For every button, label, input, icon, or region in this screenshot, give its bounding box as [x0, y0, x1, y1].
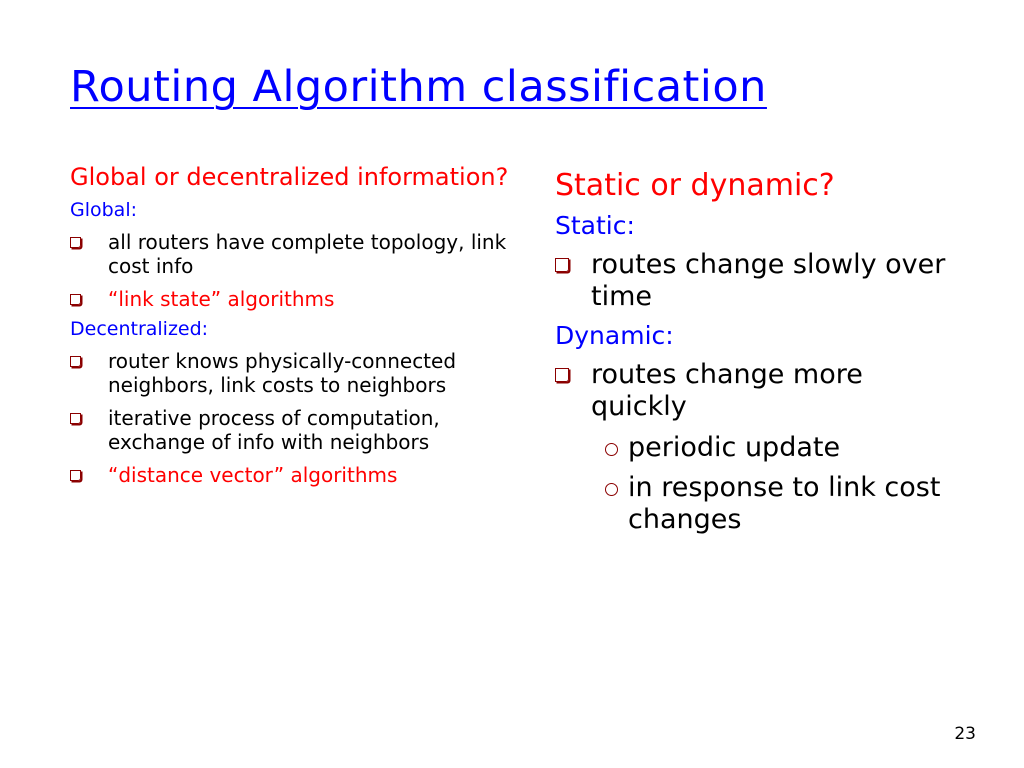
- bullet-text: router knows physically-connected neighbors, link costs to neighbors: [108, 348, 457, 397]
- sub-list-item: [605, 432, 955, 464]
- square-bullet-icon: [70, 470, 81, 481]
- bullet-text: routes change more quickly: [591, 358, 863, 423]
- left-heading: Global or decentralized information?: [70, 163, 509, 191]
- list-item: [555, 359, 955, 424]
- square-bullet-icon: [70, 294, 81, 305]
- list-item: [70, 287, 510, 311]
- slide-title: Routing Algorithm classification: [70, 62, 767, 112]
- square-bullet-icon: [555, 258, 569, 272]
- list-item: [70, 230, 510, 278]
- sub-bullet-text: in response to link cost changes: [628, 471, 941, 536]
- static-label: Static:: [555, 211, 635, 240]
- global-label: Global:: [70, 198, 138, 221]
- sub-bullet-text: periodic update: [628, 431, 841, 463]
- list-item: [70, 349, 510, 397]
- decentralized-label: Decentralized:: [70, 317, 209, 340]
- bullet-text: “distance vector” algorithms: [108, 462, 398, 487]
- left-column: [70, 163, 510, 487]
- square-bullet-icon: [70, 413, 81, 424]
- square-bullet-icon: [555, 368, 569, 382]
- right-heading: Static or dynamic?: [555, 168, 835, 203]
- bullet-text: iterative process of computation, exchange of info with neighbors: [108, 405, 440, 454]
- list-item: [555, 249, 955, 314]
- list-item: [70, 463, 510, 487]
- dynamic-label: Dynamic:: [555, 320, 674, 350]
- square-bullet-icon: [70, 237, 81, 248]
- circle-bullet-icon: [605, 483, 618, 496]
- right-column: [555, 168, 955, 537]
- circle-bullet-icon: [605, 443, 618, 456]
- square-bullet-icon: [70, 356, 81, 367]
- bullet-text: “link state” algorithms: [108, 286, 335, 311]
- list-item: [70, 406, 510, 454]
- bullet-text: all routers have complete topology, link cost info: [108, 229, 507, 278]
- bullet-text: routes change slowly over time: [591, 249, 946, 313]
- sub-list-item: [605, 472, 955, 537]
- page-number: 23: [954, 724, 976, 744]
